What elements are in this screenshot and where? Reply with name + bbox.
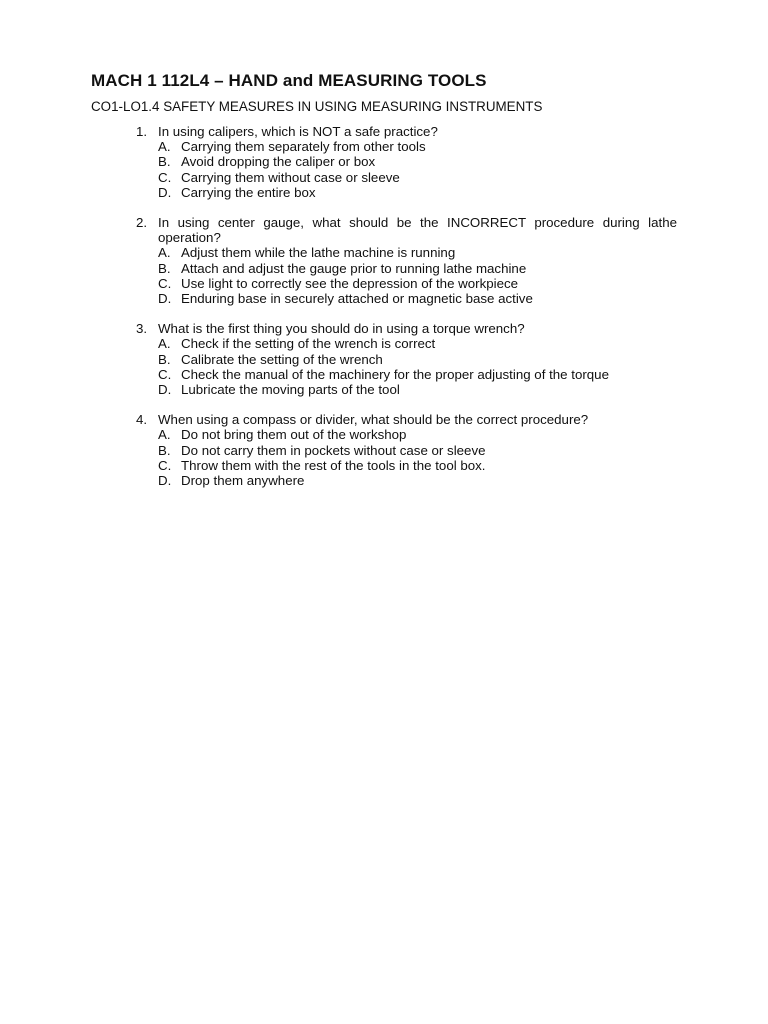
option-letter: B.: [158, 260, 171, 276]
option-text: Do not carry them in pockets without case or sleeve: [181, 442, 486, 458]
option-c: [158, 458, 677, 473]
option-text: Carrying them separately from other tools: [181, 139, 426, 155]
option-list: [158, 427, 677, 488]
question-list: [136, 124, 677, 503]
option-list: [158, 336, 677, 397]
option-text: Calibrate the setting of the wrench: [181, 351, 383, 367]
option-letter: A.: [158, 245, 171, 261]
option-b: [158, 352, 677, 367]
option-list: [158, 139, 677, 200]
document-title: MACH 1 112L4 – HAND and MEASURING TOOLS: [91, 71, 487, 90]
option-letter: A.: [158, 336, 171, 352]
option-text: Carrying them without case or sleeve: [181, 169, 400, 185]
option-b: [158, 154, 677, 169]
option-list: [158, 245, 677, 306]
option-text: Attach and adjust the gauge prior to running lathe machine: [181, 260, 527, 276]
option-letter: D.: [158, 184, 172, 200]
option-text: Adjust them while the lathe machine is running: [181, 245, 456, 261]
option-text: Lubricate the moving parts of the tool: [181, 382, 400, 398]
option-text: Check if the setting of the wrench is correct: [181, 336, 436, 352]
option-text: Check the manual of the machinery for the proper adjusting of the torque: [181, 366, 609, 382]
question-text: In using center gauge, what should be the INCORRECT procedure during lathe operation?: [158, 215, 677, 246]
option-letter: D.: [158, 291, 172, 307]
option-letter: D.: [158, 382, 172, 398]
option-d: [158, 291, 677, 306]
option-letter: B.: [158, 351, 171, 367]
option-d: [158, 473, 677, 488]
option-a: [158, 245, 677, 260]
option-text: Avoid dropping the caliper or box: [181, 154, 376, 170]
question-text: When using a compass or divider, what should be the correct procedure?: [158, 412, 589, 428]
option-text: Throw them with the rest of the tools in the tool box.: [181, 457, 486, 473]
document-subtitle: CO1-LO1.4 SAFETY MEASURES IN USING MEASURING INSTRUMENTS: [91, 99, 543, 114]
option-d: [158, 382, 677, 397]
option-letter: C.: [158, 457, 172, 473]
question-text: In using calipers, which is NOT a safe practice?: [158, 124, 438, 139]
option-a: [158, 427, 677, 442]
option-c: [158, 276, 677, 291]
option-letter: A.: [158, 139, 171, 155]
question-4: [136, 412, 677, 488]
question-number: 4.: [136, 412, 148, 428]
option-letter: D.: [158, 473, 172, 489]
question-1: [136, 124, 677, 200]
option-b: [158, 261, 677, 276]
question-3: [136, 321, 677, 397]
option-text: Drop them anywhere: [181, 473, 305, 489]
question-2: [136, 215, 677, 306]
option-letter: C.: [158, 169, 172, 185]
question-text: What is the first thing you should do in using a torque wrench?: [158, 321, 525, 337]
option-letter: B.: [158, 154, 171, 170]
option-text: Do not bring them out of the workshop: [181, 427, 407, 443]
option-d: [158, 185, 677, 200]
question-number: 2.: [136, 215, 148, 231]
option-text: Carrying the entire box: [181, 184, 316, 200]
option-letter: C.: [158, 366, 172, 382]
option-b: [158, 443, 677, 458]
question-number: 1.: [136, 124, 148, 139]
option-letter: C.: [158, 275, 172, 291]
question-number: 3.: [136, 321, 148, 337]
option-c: [158, 367, 677, 382]
option-text: Use light to correctly see the depression of the workpiece: [181, 275, 519, 291]
option-c: [158, 170, 677, 185]
option-letter: A.: [158, 427, 171, 443]
option-a: [158, 336, 677, 351]
option-text: Enduring base in securely attached or magnetic base active: [181, 291, 533, 307]
option-a: [158, 139, 677, 154]
option-letter: B.: [158, 442, 171, 458]
